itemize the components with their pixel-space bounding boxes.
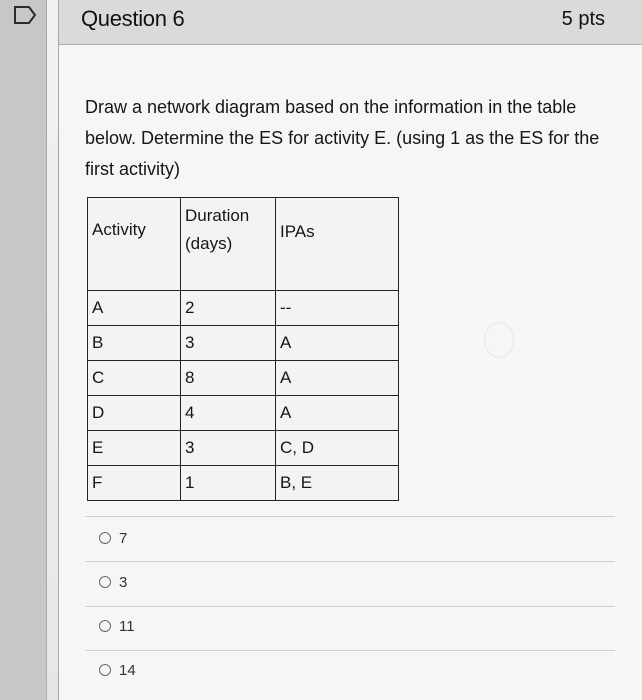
cell-ipas: C, D — [276, 431, 399, 466]
answer-option-3[interactable] — [99, 616, 135, 636]
cell-activity: F — [88, 466, 181, 501]
table-row — [88, 361, 399, 396]
cell-activity: B — [88, 326, 181, 361]
question-header — [59, 0, 642, 45]
answer-option-2[interactable] — [99, 572, 127, 592]
cell-duration: 4 — [181, 396, 276, 431]
radio-button-icon[interactable] — [99, 620, 111, 632]
answer-label: 3 — [119, 573, 128, 591]
cell-ipas: A — [276, 326, 399, 361]
header-ipas: IPAs — [276, 198, 399, 291]
answer-option-1[interactable] — [99, 528, 127, 548]
cell-activity: D — [88, 396, 181, 431]
question-text: Draw a network diagram based on the information in the table below. Determine the ES for activity E. (using 1 as the ES for the first activity) — [85, 97, 600, 179]
cell-activity: A — [88, 291, 181, 326]
screen-glare — [484, 322, 514, 358]
radio-button-icon[interactable] — [99, 576, 111, 588]
answer-divider — [85, 606, 615, 607]
table-row — [88, 291, 399, 326]
cell-ipas: -- — [276, 291, 399, 326]
question-title: Question 6 — [81, 6, 185, 31]
header-activity: Activity — [88, 198, 181, 291]
cell-ipas: A — [276, 361, 399, 396]
header-duration-line2: (days) — [185, 234, 233, 253]
answer-divider — [85, 516, 615, 517]
question-points: 5 pts — [561, 8, 605, 30]
cell-ipas: B, E — [276, 466, 399, 501]
header-duration — [181, 198, 276, 291]
answer-label: 7 — [119, 529, 128, 547]
table-row — [88, 326, 399, 361]
table-header-row — [88, 198, 399, 291]
answer-divider — [85, 561, 615, 562]
radio-button-icon[interactable] — [99, 532, 111, 544]
cell-ipas: A — [276, 396, 399, 431]
activity-table — [87, 197, 399, 501]
flag-icon[interactable] — [12, 4, 38, 26]
cell-duration: 8 — [181, 361, 276, 396]
answer-divider — [85, 650, 615, 651]
answer-label: 14 — [119, 661, 136, 679]
cell-duration: 3 — [181, 431, 276, 466]
cell-duration: 3 — [181, 326, 276, 361]
cell-duration: 2 — [181, 291, 276, 326]
cell-activity: E — [88, 431, 181, 466]
answer-option-4[interactable] — [99, 660, 136, 680]
radio-button-icon[interactable] — [99, 664, 111, 676]
header-duration-line1: Duration — [185, 206, 250, 225]
cell-duration: 1 — [181, 466, 276, 501]
question-card — [58, 0, 642, 700]
answer-label: 11 — [119, 617, 135, 635]
cell-activity: C — [88, 361, 181, 396]
table-row — [88, 466, 399, 501]
table-row — [88, 396, 399, 431]
left-margin — [0, 0, 47, 700]
table-row — [88, 431, 399, 466]
